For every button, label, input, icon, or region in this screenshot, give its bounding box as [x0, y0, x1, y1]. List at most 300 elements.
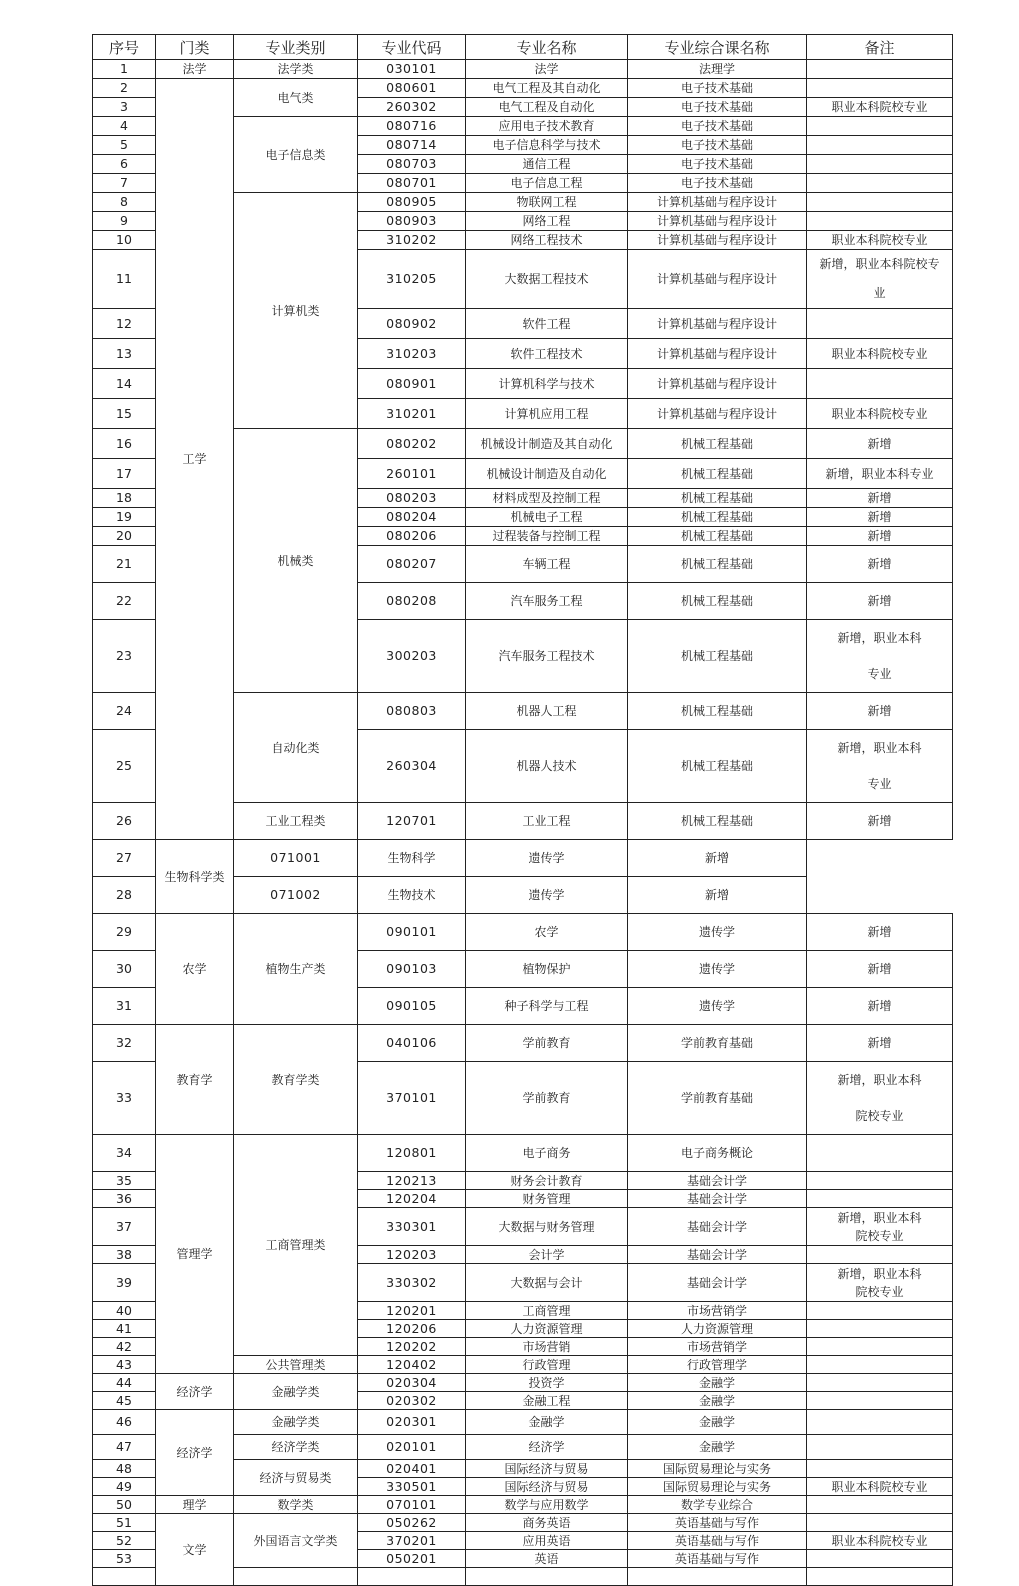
header-course: 专业综合课名称	[628, 35, 807, 60]
cell-code: 370101	[358, 1062, 466, 1135]
cell-course: 基础会计学	[628, 1208, 807, 1246]
cell-name: 行政管理	[466, 1356, 628, 1374]
cell-code: 040106	[358, 1025, 466, 1062]
cell-code: 080208	[358, 583, 466, 620]
cell-note: 新增	[807, 508, 953, 527]
cell-course: 基础会计学	[628, 1246, 807, 1264]
cell-cat-merged: 经济与贸易类	[234, 1460, 358, 1496]
cell-code: 071001	[234, 840, 358, 877]
cell-no: 15	[93, 399, 156, 429]
cell-note	[807, 1246, 953, 1264]
cell-code: 090101	[358, 914, 466, 951]
cell-course: 数学专业综合	[628, 1496, 807, 1514]
cell-course: 人力资源管理	[628, 1320, 807, 1338]
cell-cat-merged: 电子信息类	[234, 117, 358, 193]
table-row	[93, 1025, 953, 1062]
header-major-class: 专业类别	[234, 35, 358, 60]
cell-name: 生物技术	[358, 877, 466, 914]
cell-no: 45	[93, 1392, 156, 1410]
cell-note: 新增	[807, 693, 953, 730]
cell-name: 机械电子工程	[466, 508, 628, 527]
cell-code: 080204	[358, 508, 466, 527]
cell-course: 计算机基础与程序设计	[628, 231, 807, 250]
cell-name: 经济学	[466, 1435, 628, 1460]
cell-note	[807, 60, 953, 79]
cell-name: 应用英语	[466, 1532, 628, 1550]
cell-no: 33	[93, 1062, 156, 1135]
cell-note: 职业本科院校专业	[807, 1478, 953, 1496]
cell-note	[807, 1496, 953, 1514]
cell-no: 5	[93, 136, 156, 155]
cell-code: 260101	[358, 459, 466, 489]
cell-code: 030101	[358, 60, 466, 79]
cell-name	[466, 1568, 628, 1586]
cell-code: 050262	[358, 1514, 466, 1532]
cell-no: 35	[93, 1172, 156, 1190]
cell-course: 计算机基础与程序设计	[628, 369, 807, 399]
cell-no: 12	[93, 309, 156, 339]
cell-cat-merged: 植物生产类	[234, 914, 358, 1025]
cell-course	[628, 1568, 807, 1586]
cell-men-merged: 教育学	[156, 1025, 234, 1135]
cell-name: 电气工程及自动化	[466, 98, 628, 117]
cell-no: 7	[93, 174, 156, 193]
cell-name: 大数据与财务管理	[466, 1208, 628, 1246]
cell-name: 计算机应用工程	[466, 399, 628, 429]
cell-name: 会计学	[466, 1246, 628, 1264]
cell-code: 310203	[358, 339, 466, 369]
cell-no: 39	[93, 1264, 156, 1302]
cell-cat-merged: 电气类	[234, 79, 358, 117]
cell-note	[807, 1302, 953, 1320]
cell-code: 300203	[358, 620, 466, 693]
cell-no: 49	[93, 1478, 156, 1496]
cell-no: 17	[93, 459, 156, 489]
cell-course: 电子技术基础	[628, 98, 807, 117]
cell-code: 050201	[358, 1550, 466, 1568]
cell-course: 计算机基础与程序设计	[628, 309, 807, 339]
cell-course: 计算机基础与程序设计	[628, 399, 807, 429]
cell-course: 遗传学	[628, 914, 807, 951]
cell-name: 机器人工程	[466, 693, 628, 730]
cell-code: 080206	[358, 527, 466, 546]
cell-course: 金融学	[628, 1374, 807, 1392]
cell-men-merged: 工学	[156, 79, 234, 840]
cell-name: 通信工程	[466, 155, 628, 174]
cell-men-merged: 文学	[156, 1514, 234, 1586]
cell-note: 新增，职业本科专业	[807, 459, 953, 489]
cell-men-merged: 经济学	[156, 1374, 234, 1410]
cell-no: 46	[93, 1410, 156, 1435]
cell-code: 080202	[358, 429, 466, 459]
cell-name: 软件工程	[466, 309, 628, 339]
cell-no: 26	[93, 803, 156, 840]
cell-no: 4	[93, 117, 156, 136]
cell-no: 36	[93, 1190, 156, 1208]
cell-code: 071002	[234, 877, 358, 914]
cell-course: 金融学	[628, 1392, 807, 1410]
table-row	[93, 1374, 953, 1392]
cell-name: 机械设计制造及自动化	[466, 459, 628, 489]
cell-no: 25	[93, 730, 156, 803]
cell-name: 农学	[466, 914, 628, 951]
cell-name: 电子信息科学与技术	[466, 136, 628, 155]
cell-course: 国际贸易理论与实务	[628, 1478, 807, 1496]
cell-name: 网络工程技术	[466, 231, 628, 250]
table-row	[93, 1135, 953, 1172]
cell-course: 机械工程基础	[628, 693, 807, 730]
cell-course: 电子技术基础	[628, 155, 807, 174]
cell-note: 新增	[807, 951, 953, 988]
cell-name: 网络工程	[466, 212, 628, 231]
cell-no: 29	[93, 914, 156, 951]
cell-no: 18	[93, 489, 156, 508]
cell-code: 080901	[358, 369, 466, 399]
cell-note	[807, 1320, 953, 1338]
cell-code: 020101	[358, 1435, 466, 1460]
cell-no: 30	[93, 951, 156, 988]
cell-course: 机械工程基础	[628, 429, 807, 459]
cell-note	[807, 117, 953, 136]
cell-men-merged: 管理学	[156, 1135, 234, 1374]
cell-note	[807, 79, 953, 98]
cell-no: 3	[93, 98, 156, 117]
table-row	[93, 1514, 953, 1532]
cell-cat: 金融学类	[234, 1410, 358, 1435]
cell-course: 市场营销学	[628, 1338, 807, 1356]
cell-no: 51	[93, 1514, 156, 1532]
cell-code: 120201	[358, 1302, 466, 1320]
cell-code: 080903	[358, 212, 466, 231]
cell-note	[807, 193, 953, 212]
cell-cat	[234, 1568, 358, 1586]
cell-note: 新增，职业本科专业	[807, 620, 953, 693]
cell-course: 电子技术基础	[628, 174, 807, 193]
cell-note	[807, 1435, 953, 1460]
cell-code: 080601	[358, 79, 466, 98]
cell-no: 53	[93, 1550, 156, 1568]
cell-name: 软件工程技术	[466, 339, 628, 369]
cell-code: 080905	[358, 193, 466, 212]
cell-course: 行政管理学	[628, 1356, 807, 1374]
cell-note	[807, 1374, 953, 1392]
cell-name: 电气工程及其自动化	[466, 79, 628, 98]
cell-note	[807, 1568, 953, 1586]
cell-no: 48	[93, 1460, 156, 1478]
cell-cat-merged: 计算机类	[234, 193, 358, 429]
cell-name: 种子科学与工程	[466, 988, 628, 1025]
cell-note	[807, 1410, 953, 1435]
cell-note: 新增	[628, 877, 807, 914]
cell-note: 职业本科院校专业	[807, 231, 953, 250]
cell-course: 遗传学	[628, 951, 807, 988]
cell-no: 40	[93, 1302, 156, 1320]
cell-course: 电子商务概论	[628, 1135, 807, 1172]
cell-code: 120204	[358, 1190, 466, 1208]
cell-name: 应用电子技术教育	[466, 117, 628, 136]
cell-code: 080902	[358, 309, 466, 339]
cell-code: 370201	[358, 1532, 466, 1550]
cell-name: 过程装备与控制工程	[466, 527, 628, 546]
cell-note	[807, 1338, 953, 1356]
cell-note	[807, 1172, 953, 1190]
cell-course: 英语基础与写作	[628, 1532, 807, 1550]
cell-course: 电子技术基础	[628, 117, 807, 136]
table-row	[93, 60, 953, 79]
cell-code: 310202	[358, 231, 466, 250]
cell-note: 新增	[628, 840, 807, 877]
cell-name: 市场营销	[466, 1338, 628, 1356]
cell-name: 汽车服务工程	[466, 583, 628, 620]
cell-note: 新增，职业本科院校专业	[807, 1208, 953, 1246]
cell-course: 国际贸易理论与实务	[628, 1460, 807, 1478]
header-category: 门类	[156, 35, 234, 60]
cell-course: 机械工程基础	[628, 489, 807, 508]
cell-code: 310205	[358, 250, 466, 309]
cell-note	[807, 369, 953, 399]
cell-code: 120402	[358, 1356, 466, 1374]
cell-no: 34	[93, 1135, 156, 1172]
cell-note: 新增	[807, 527, 953, 546]
cell-code: 330501	[358, 1478, 466, 1496]
cell-cat-merged: 工商管理类	[234, 1135, 358, 1356]
cell-code: 020301	[358, 1410, 466, 1435]
cell-course: 机械工程基础	[628, 803, 807, 840]
cell-name: 财务管理	[466, 1190, 628, 1208]
cell-name: 生物科学	[358, 840, 466, 877]
cell-men: 法学	[156, 60, 234, 79]
cell-course: 机械工程基础	[628, 527, 807, 546]
cell-cat: 法学类	[234, 60, 358, 79]
cell-course: 遗传学	[628, 988, 807, 1025]
cell-name: 学前教育	[466, 1062, 628, 1135]
cell-name: 车辆工程	[466, 546, 628, 583]
cell-cat-merged: 生物科学类	[156, 840, 234, 914]
cell-code: 260302	[358, 98, 466, 117]
cell-course: 学前教育基础	[628, 1025, 807, 1062]
cell-course: 机械工程基础	[628, 730, 807, 803]
cell-code: 330302	[358, 1264, 466, 1302]
header-row	[93, 35, 953, 60]
cell-no: 37	[93, 1208, 156, 1246]
cell-note	[807, 136, 953, 155]
cell-note	[807, 1550, 953, 1568]
header-major-name: 专业名称	[466, 35, 628, 60]
cell-no: 6	[93, 155, 156, 174]
cell-no: 2	[93, 79, 156, 98]
cell-cat: 经济学类	[234, 1435, 358, 1460]
header-code: 专业代码	[358, 35, 466, 60]
cell-note	[807, 1356, 953, 1374]
cell-no: 23	[93, 620, 156, 693]
cell-course: 金融学	[628, 1435, 807, 1460]
cell-code: 080714	[358, 136, 466, 155]
cell-no: 43	[93, 1356, 156, 1374]
cell-course: 基础会计学	[628, 1264, 807, 1302]
cell-code: 020302	[358, 1392, 466, 1410]
cell-men-merged: 农学	[156, 914, 234, 1025]
cell-note: 新增，职业本科院校专业	[807, 1062, 953, 1135]
cell-no: 19	[93, 508, 156, 527]
cell-name: 大数据工程技术	[466, 250, 628, 309]
cell-course: 计算机基础与程序设计	[628, 250, 807, 309]
cell-note: 职业本科院校专业	[807, 399, 953, 429]
cell-course: 电子技术基础	[628, 79, 807, 98]
cell-no: 38	[93, 1246, 156, 1264]
cell-note: 职业本科院校专业	[807, 1532, 953, 1550]
cell-course: 机械工程基础	[628, 620, 807, 693]
cell-name: 电子信息工程	[466, 174, 628, 193]
cell-men: 理学	[156, 1496, 234, 1514]
cell-code: 080207	[358, 546, 466, 583]
cell-no: 8	[93, 193, 156, 212]
cell-no: 47	[93, 1435, 156, 1460]
cell-course: 计算机基础与程序设计	[628, 339, 807, 369]
cell-course: 市场营销学	[628, 1302, 807, 1320]
cell-course: 计算机基础与程序设计	[628, 212, 807, 231]
cell-course: 遗传学	[466, 877, 628, 914]
cell-name: 工业工程	[466, 803, 628, 840]
cell-note	[807, 212, 953, 231]
cell-no: 41	[93, 1320, 156, 1338]
cell-cat-merged: 教育学类	[234, 1025, 358, 1135]
cell-name: 大数据与会计	[466, 1264, 628, 1302]
cell-name: 国际经济与贸易	[466, 1460, 628, 1478]
majors-table	[92, 34, 953, 1586]
cell-no: 1	[93, 60, 156, 79]
cell-name: 汽车服务工程技术	[466, 620, 628, 693]
cell-name: 学前教育	[466, 1025, 628, 1062]
cell-no: 9	[93, 212, 156, 231]
cell-course: 机械工程基础	[628, 508, 807, 527]
cell-course: 遗传学	[466, 840, 628, 877]
cell-no: 50	[93, 1496, 156, 1514]
cell-note	[807, 1460, 953, 1478]
cell-course: 机械工程基础	[628, 459, 807, 489]
cell-course: 电子技术基础	[628, 136, 807, 155]
cell-no: 27	[93, 840, 156, 877]
cell-note: 新增，职业本科专业	[807, 730, 953, 803]
cell-no: 10	[93, 231, 156, 250]
cell-no: 31	[93, 988, 156, 1025]
cell-cat-merged: 机械类	[234, 429, 358, 693]
cell-code: 020401	[358, 1460, 466, 1478]
cell-note: 新增	[807, 489, 953, 508]
cell-note: 职业本科院校专业	[807, 339, 953, 369]
cell-no: 11	[93, 250, 156, 309]
cell-cat: 数学类	[234, 1496, 358, 1514]
cell-name: 财务会计教育	[466, 1172, 628, 1190]
cell-name: 工商管理	[466, 1302, 628, 1320]
cell-no: 14	[93, 369, 156, 399]
cell-note: 新增	[807, 988, 953, 1025]
cell-note: 新增	[807, 803, 953, 840]
cell-note	[807, 1392, 953, 1410]
cell-name: 金融学	[466, 1410, 628, 1435]
cell-code: 080203	[358, 489, 466, 508]
cell-cat: 公共管理类	[234, 1356, 358, 1374]
cell-no: 44	[93, 1374, 156, 1392]
cell-no: 32	[93, 1025, 156, 1062]
table-row	[93, 914, 953, 951]
cell-men-merged: 经济学	[156, 1410, 234, 1496]
cell-name: 人力资源管理	[466, 1320, 628, 1338]
cell-note	[807, 1190, 953, 1208]
cell-no: 24	[93, 693, 156, 730]
cell-code: 120202	[358, 1338, 466, 1356]
cell-note: 新增	[807, 429, 953, 459]
cell-code: 090103	[358, 951, 466, 988]
cell-code: 260304	[358, 730, 466, 803]
cell-code	[358, 1568, 466, 1586]
cell-name: 国际经济与贸易	[466, 1478, 628, 1496]
cell-course: 机械工程基础	[628, 583, 807, 620]
cell-code: 080701	[358, 174, 466, 193]
header-note: 备注	[807, 35, 953, 60]
cell-code: 070101	[358, 1496, 466, 1514]
cell-no: 22	[93, 583, 156, 620]
cell-no	[93, 1568, 156, 1586]
cell-note	[807, 174, 953, 193]
table-row	[93, 840, 953, 877]
cell-no: 28	[93, 877, 156, 914]
cell-cat-merged: 外国语言文学类	[234, 1514, 358, 1568]
cell-name: 英语	[466, 1550, 628, 1568]
cell-cat: 工业工程类	[234, 803, 358, 840]
cell-course: 英语基础与写作	[628, 1550, 807, 1568]
cell-code: 080716	[358, 117, 466, 136]
cell-note	[807, 1135, 953, 1172]
cell-no: 52	[93, 1532, 156, 1550]
cell-name: 数学与应用数学	[466, 1496, 628, 1514]
cell-course: 金融学	[628, 1410, 807, 1435]
cell-note: 新增	[807, 914, 953, 951]
cell-course: 学前教育基础	[628, 1062, 807, 1135]
cell-name: 投资学	[466, 1374, 628, 1392]
cell-code: 330301	[358, 1208, 466, 1246]
cell-note: 新增，职业本科院校专业	[807, 1264, 953, 1302]
cell-course: 基础会计学	[628, 1172, 807, 1190]
cell-code: 120801	[358, 1135, 466, 1172]
cell-code: 080703	[358, 155, 466, 174]
cell-note: 新增	[807, 1025, 953, 1062]
cell-name: 机器人技术	[466, 730, 628, 803]
cell-no: 13	[93, 339, 156, 369]
cell-cat-merged: 自动化类	[234, 693, 358, 803]
cell-note: 新增	[807, 583, 953, 620]
cell-name: 商务英语	[466, 1514, 628, 1532]
cell-code: 310201	[358, 399, 466, 429]
cell-note	[807, 155, 953, 174]
cell-name: 材料成型及控制工程	[466, 489, 628, 508]
table-row	[93, 1410, 953, 1435]
cell-no: 42	[93, 1338, 156, 1356]
cell-code: 120203	[358, 1246, 466, 1264]
cell-code: 020304	[358, 1374, 466, 1392]
cell-code: 120213	[358, 1172, 466, 1190]
cell-name: 计算机科学与技术	[466, 369, 628, 399]
cell-note	[807, 1514, 953, 1532]
cell-name: 电子商务	[466, 1135, 628, 1172]
cell-course: 机械工程基础	[628, 546, 807, 583]
cell-code: 080803	[358, 693, 466, 730]
header-no: 序号	[93, 35, 156, 60]
cell-course: 基础会计学	[628, 1190, 807, 1208]
cell-name: 机械设计制造及其自动化	[466, 429, 628, 459]
cell-code: 120206	[358, 1320, 466, 1338]
table-row	[93, 79, 953, 98]
cell-name: 金融工程	[466, 1392, 628, 1410]
